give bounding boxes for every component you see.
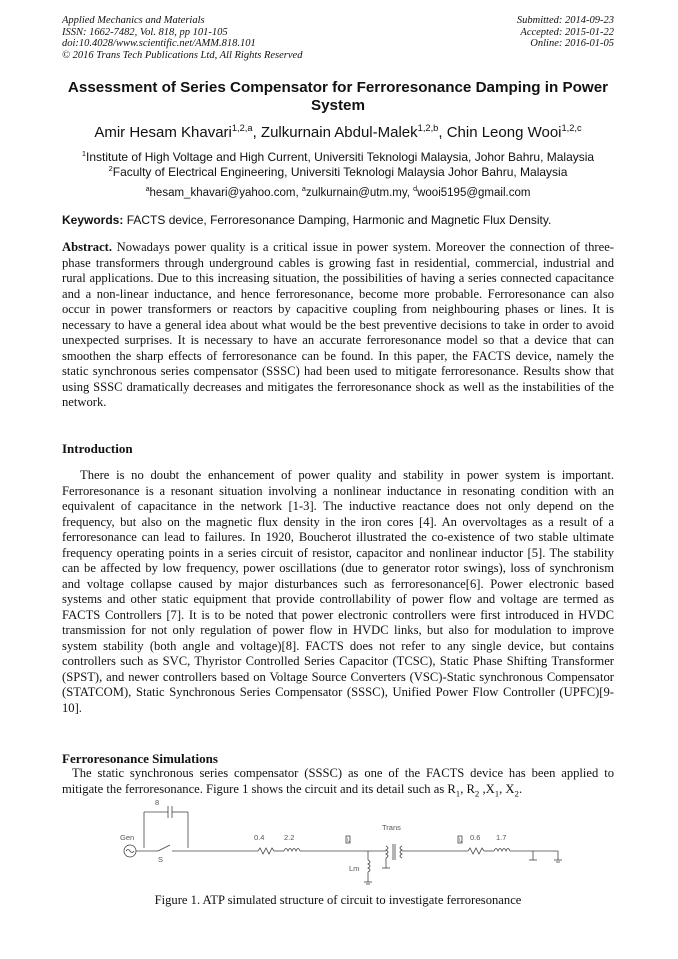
email-list: $^a$hesam_khavari@yahoo.com, $^a$zulkurnain@utm.my, $^d$wooi5195@gmail.com [145,185,531,199]
author-affiliation-marker: 1,2,a [231,123,253,133]
email-link[interactable]: hesam_khavari@yahoo.com [149,187,296,199]
accepted-date: Accepted: 2015-01-22 [520,26,614,38]
x1-label: 2.2 [284,833,295,842]
abstract [62,240,614,411]
affiliation-line [62,165,614,180]
simulations-body [62,766,614,802]
introduction-body: There is no doubt the enhancement of power quality and stability in power system is important. Ferroresonance is a resonant situation involving a nonlinear inductance in resonating condition with an equivalent of capacitance in the network [1-3]. The inductive reactance does not only depend on the frequency, but also on the magnetic flux density in the iron cores [4]. An overvoltages as a result of a ferroresonance can lead to failures. In 1920, Boucherot illustrated the co-existence of two stable ultimate frequency operating points in a series circuit of resistor, capacitor and nonlinear inductor [5]. The stability can be affected by low frequency, power oscillations (due to generator rotor swings), loss of synchronism and voltage collapse caused by major disturbances such as ferroresonance[6]. Power electronic based systems and other static equipment that provide controllability of power flow and voltage are termed as FACTS Controllers [7]. It is to be noted that power electronic controllers were first introduced in HVDC transmission for not only regulation of power flow in HVDC links, but also for modulation to improve system stability (both angle and voltage)[8]. FACTS does not refer to any single device, but contains controllers such as SVC, Thyristor Controlled Series Capacitor (TCSC), Static Phase Shifting Transformer (SPST), and newer controllers based on Voltage Source Converters (VSC)-Static synchronous Compensator (STATCOM), Static Synchronous Series Compensator (SSSC), Unified Power Flow Controller (UPFC)[9-10]. [62,468,614,715]
transformer-secondary [400,846,402,858]
keywords-text: FACTS device, Ferroresonance Damping, Harmonic and Magnetic Flux Density. [126,213,552,227]
simulations-text: The static synchronous series compensator (SSSC) as one of the FACTS device has been applied to mitigate the ferroresonance. Figure 1 shows the circuit and its detail such as R [62,766,614,796]
switch-blade [158,845,170,851]
journal-name: Applied Mechanics and Materials [62,15,205,26]
subscript: 2 [514,788,519,799]
running-header-left [62,15,302,61]
x2-label: 1.7 [496,833,507,842]
figure-caption: Figure 1. ATP simulated structure of circuit to investigate ferroresonance [154,893,522,907]
resistor-r1 [258,848,274,854]
subscript: 1 [455,788,461,799]
author-name: Chin Leong Wooi [446,124,562,141]
affiliation-marker: 1 [81,149,87,158]
simulations-text: , X [499,781,515,796]
author-name: Amir Hesam Khavari [94,124,232,141]
affiliation-text: Institute of High Voltage and High Current, Universiti Teknologi Malaysia, Johor Bahru, Malaysia [86,150,595,164]
circuit-figure [118,798,578,890]
inductor-lm [368,860,370,872]
inductor-x1 [284,849,300,852]
r2-label: 0.6 [470,833,481,842]
simulations-text: . [518,781,523,796]
probe-label: U [347,838,351,844]
transformer-label: Trans [382,823,401,832]
email-link[interactable]: wooi5195@gmail.com [417,187,531,199]
affiliation-marker: 2 [108,164,113,173]
copyright-line: © 2016 Trans Tech Publications Ltd, All Rights Reserved [62,49,303,61]
generator-label: Gen [120,833,135,842]
running-header-right [517,15,614,50]
affiliation-text: Faculty of Electrical Engineering, Universiti Teknologi Malaysia Johor Bahru, Malaysia [112,165,568,179]
subscript: 1 [494,788,500,799]
email-marker: a [301,185,306,194]
doi-line: doi:10.4028/www.scientific.net/AMM.818.101 [62,38,256,49]
abstract-text: Nowadays power quality is a critical issue in power system. Moreover the connection of three-phase transformers through underground cables is growing fast in residential, commercial, industrial and rural applications. Due to this increasing situation, the possibilities of having a series connected capacitance and a non-linear inductance, and hence ferroresonance, become more probable. Ferroresonance can also occur in power transformers or reactors by capacitive coupling from neighbouring phases or lines. It is necessary to have a general idea about what would be the best preventive decisions to take in order to avoid unexpected surprises. It is necessary to have an accurate ferroresonance model so that a device that can smoothen the sharp effects of ferroresonance can be found. In this paper, the FACTS device, namely the static synchronous series compensator (SSSC) had been used to mitigate ferroresonance. Results show that using SSSC dramatically decreases and mitigates the ferroresonance shock as well as the instabilities of the network. [62,240,615,409]
author-list: Amir Hesam Khavari$^{1,2,a}$, Zulkurnain Abdul-Malek$^{1,2,b}$, Chin Leong Wooi$^{1,2,c}$ [94,123,582,141]
abstract-label: Abstract. [62,240,113,254]
issn-line: ISSN: 1662-7482, Vol. 818, pp 101-105 [62,26,228,38]
email-link[interactable]: zulkurnain@utm.my [305,187,407,199]
capacitor-label: 8 [155,798,160,807]
simulations-text: , R [460,781,475,796]
author-name: Zulkurnain Abdul-Malek [260,124,418,141]
online-date: Online: 2016-01-05 [530,38,614,49]
section-heading-simulations: Ferroresonance Simulations [62,751,218,766]
inductor-x2 [494,849,510,852]
submitted-date: Submitted: 2014-09-23 [516,15,614,26]
author-affiliation-marker: 1,2,c [561,123,582,133]
keywords [62,213,614,228]
email-marker: d [413,185,418,194]
author-affiliation-marker: 1,2,b [417,123,439,133]
r1-label: 0.4 [254,833,265,842]
subscript: 2 [474,788,480,799]
paper-title: Assessment of Series Compensator for Ferroresonance Damping in Power System [67,79,609,114]
affiliation-line [62,150,614,165]
lm-label: Lm [349,864,360,873]
email-marker: a [145,185,150,194]
simulations-text: ,X [479,781,495,796]
switch-label: S [158,855,164,864]
keywords-label: Keywords: [62,213,124,227]
probe-label: U [459,838,463,844]
resistor-r2 [468,848,484,854]
section-heading-introduction: Introduction [62,441,133,456]
transformer-primary [386,846,388,858]
generator-sine [126,850,134,853]
